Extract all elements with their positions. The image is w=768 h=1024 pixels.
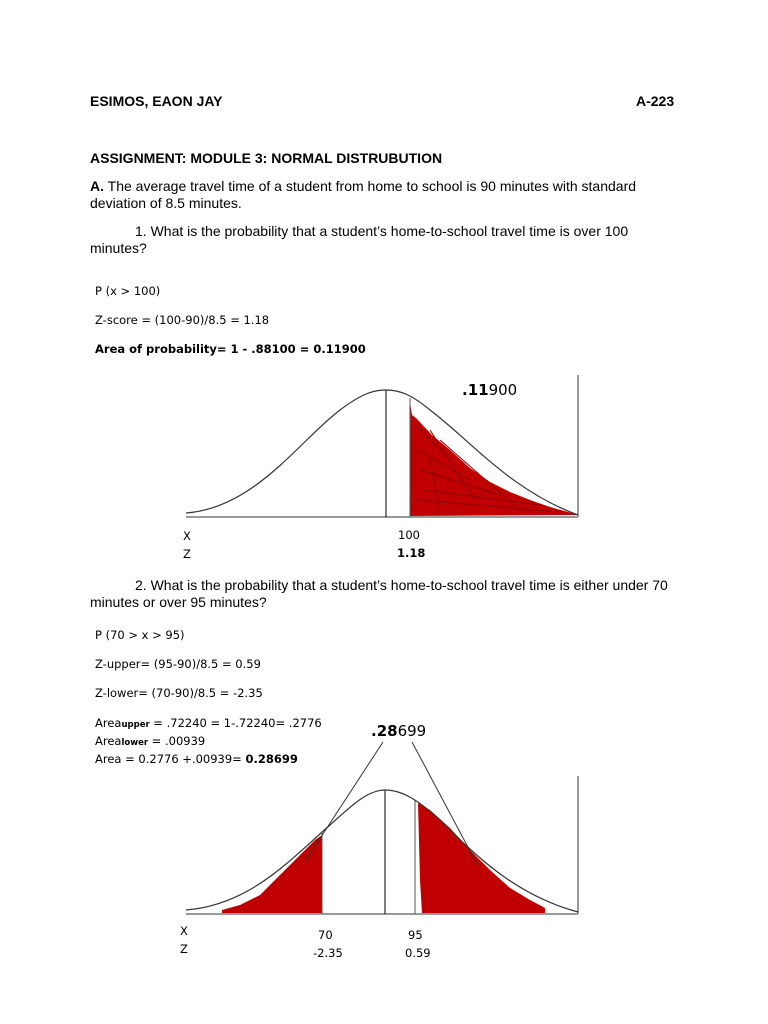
q1-text-line2: minutes? [90, 240, 147, 256]
q2-text-line2: minutes or over 95 minutes? [90, 594, 267, 610]
q2-p-expression: P (70 > x > 95) [95, 628, 185, 642]
student-name: ESIMOS, EAON JAY [90, 93, 223, 109]
q2-area-upper-sub: upper [121, 720, 150, 730]
problem-label: A. [90, 178, 104, 194]
q2-area-lower-sub: lower [121, 738, 149, 748]
q1-x-tick: 100 [398, 528, 420, 542]
q1-area-value: 0.11900 [313, 342, 366, 356]
q2-area-lower-word: Area [95, 734, 122, 748]
q2-area-upper-word: Area [95, 716, 122, 730]
q2-graph-value [371, 722, 426, 740]
problem-text-line1: The average travel time of a student from home to school is 90 minutes with standard [107, 178, 637, 194]
q2-z-tick-right: 0.59 [405, 946, 431, 960]
q2-z-tick-left: -2.35 [313, 946, 343, 960]
q1-zscore: Z-score = (100-90)/8.5 = 1.18 [95, 313, 270, 327]
q1-question-line1: What is the probability that a student’s home-to-school travel time is over 100 [150, 223, 629, 239]
q2-left-shaded-region [222, 835, 322, 913]
q1-area-label: Area of probability= 1 - .88100 = [95, 342, 314, 356]
q1-axis-x-label: X [183, 529, 191, 543]
q2-x-tick-left: 70 [318, 928, 333, 942]
q1-axis-z-label: Z [183, 547, 191, 561]
q2-area-upper-rest: = .72240 = 1-.72240= .2776 [149, 716, 322, 730]
q1-p-expression: P (x > 100) [95, 284, 161, 298]
q1-graph-value-prefix: .11 [462, 381, 489, 399]
q2-x-tick-right: 95 [408, 928, 423, 942]
q2-graph-value-prefix: .28 [371, 722, 398, 740]
problem-text-line2: deviation of 8.5 minutes. [90, 195, 242, 211]
q2-right-shaded-region [418, 803, 545, 913]
assignment-title: ASSIGNMENT: MODULE 3: NORMAL DISTRUBUTION [90, 150, 443, 166]
q2-area-total-value: 0.28699 [245, 752, 298, 766]
q2-z-lower: Z-lower= (70-90)/8.5 = -2.35 [95, 686, 263, 700]
q2-z-upper: Z-upper= (95-90)/8.5 = 0.59 [95, 657, 261, 671]
q1-number: 1. [135, 223, 147, 239]
q2-graph-value-suffix: 699 [397, 722, 427, 740]
q2-number: 2. [135, 577, 147, 593]
q2-axis-x-label: X [180, 924, 188, 938]
q2-axis-z-label: Z [180, 942, 188, 956]
q1-z-tick: 1.18 [397, 546, 426, 560]
q1-graph-value-suffix: 900 [488, 381, 518, 399]
q2-pointer-left [306, 742, 383, 860]
q2-question-line1: What is the probability that a student’s home-to-school travel time is either under 70 [150, 577, 668, 593]
section-code: A-223 [636, 93, 675, 109]
q2-area-lower-rest: = .00939 [148, 734, 206, 748]
q2-area-total-label: Area = 0.2776 +.00939= [95, 752, 246, 766]
